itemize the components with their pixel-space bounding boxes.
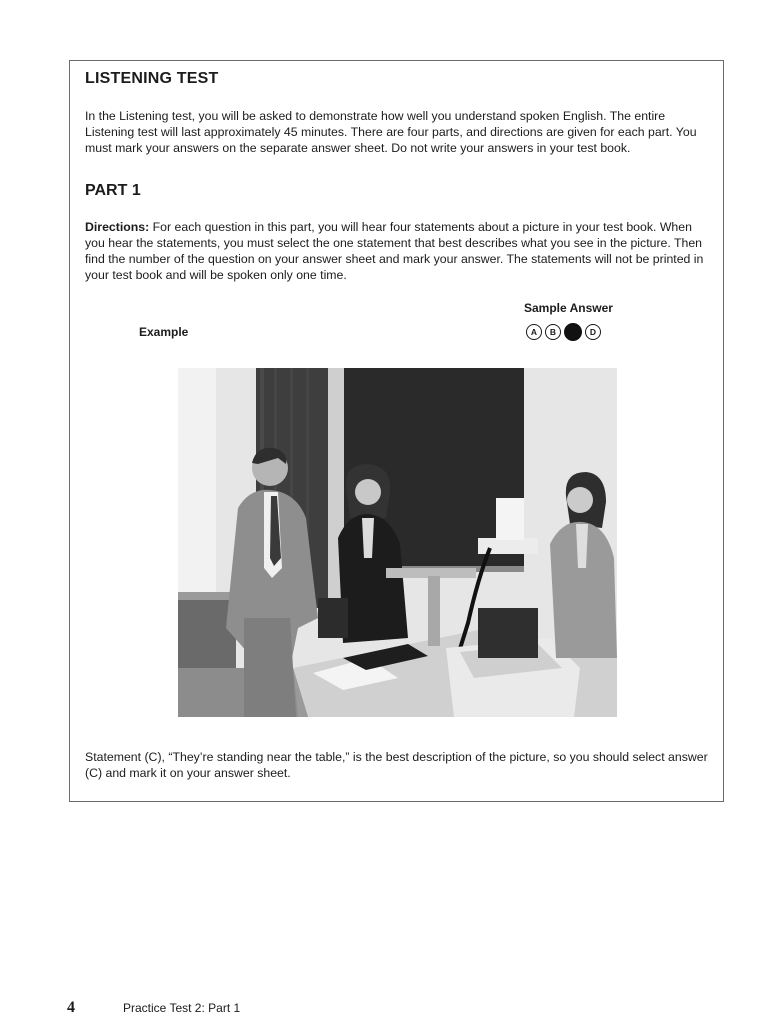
part-title: PART 1	[85, 182, 141, 199]
directions-label: Directions:	[85, 220, 150, 234]
bubble-c	[564, 323, 582, 341]
answer-bubbles	[526, 324, 601, 341]
directions-text: For each question in this part, you will hear four statements about a picture in your test book. When you hear the statements, you must select the one statement that best describes what you see in the picture. Then find the number of the question on your answer sheet and mark your answer. The statements will not be printed in your test book and will be spoken only one time.	[85, 220, 704, 282]
example-statement: Statement (C), “They’re standing near the table,” is the best description of the picture, so you should select answer (C) and mark it on your answer sheet.	[85, 750, 708, 780]
example-photo	[178, 368, 617, 717]
section-title: LISTENING TEST	[85, 70, 219, 87]
bubble-b	[545, 324, 561, 340]
example-label: Example	[139, 325, 189, 339]
classroom-scene-image	[178, 368, 617, 717]
section-intro: In the Listening test, you will be asked to demonstrate how well you understand spoken English. The entire Listening test will last approximately 45 minutes. There are four parts, and directions are given for each part. You must mark your answers on the separate answer sheet. Do not write your answers in your test book.	[85, 109, 697, 155]
bubble-b-letter: B	[549, 326, 557, 337]
test-section-frame	[69, 60, 724, 802]
part-directions	[85, 219, 710, 283]
bubble-d	[585, 324, 601, 340]
bubble-d-letter: D	[589, 326, 597, 337]
sample-answer-label: Sample Answer	[524, 301, 613, 315]
bubble-a	[526, 324, 542, 340]
bubble-a-letter: A	[530, 326, 538, 337]
page-footer-text: Practice Test 2: Part 1	[123, 1001, 241, 1015]
page-number: 4	[67, 999, 75, 1016]
